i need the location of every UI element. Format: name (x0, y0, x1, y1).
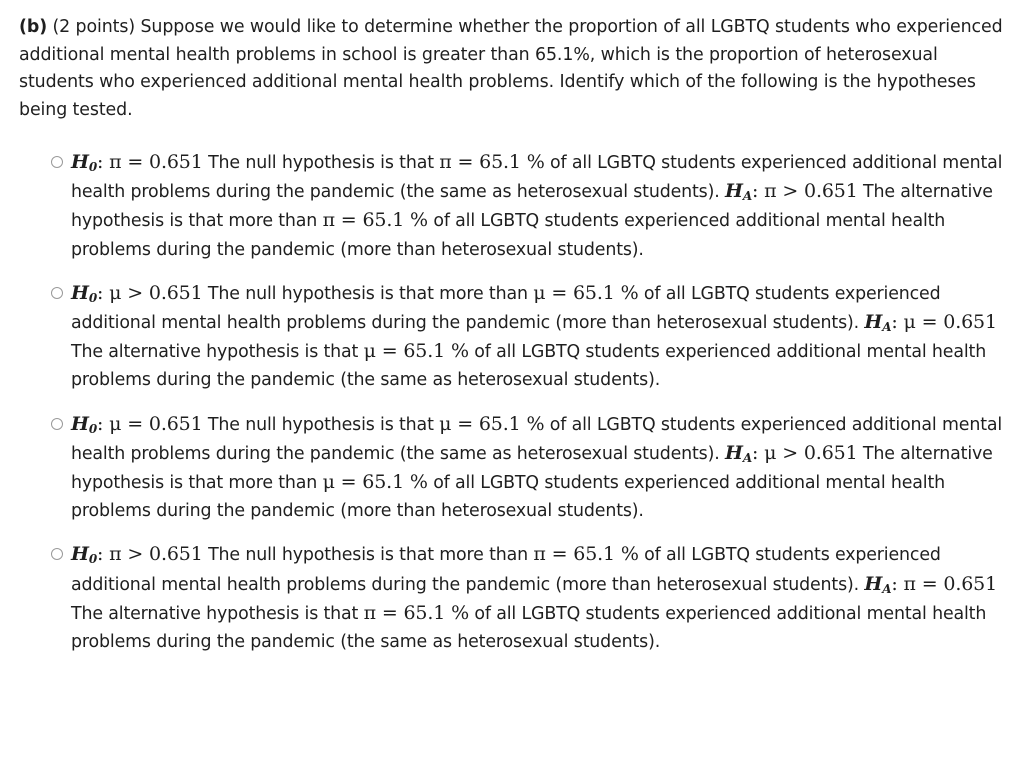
alternative-hypothesis-text-end: of all LGBTQ students experienced additional mental health problems during the pandemic (more than heterosexual students). (71, 211, 946, 260)
question-text: (2 points) Suppose we would like to determine whether the proportion of all LGBTQ students who experienced additional mental health problems in school is greater than 65.1%, which is the proportion of heterosexual students who experienced additional mental health problems. Identify which of the following is the hypotheses being tested. (19, 17, 1003, 120)
null-hypothesis-text-end: of all LGBTQ students experienced additional mental health problems during the pandemic (the same as heterosexual students). (71, 153, 1003, 203)
null-hypothesis-text: The null hypothesis is that more than (202, 545, 534, 566)
alternative-hypothesis-text: The alternative hypothesis is that (71, 603, 364, 624)
alternative-hypothesis-formula: $H_A$: π = 0.651 (864, 572, 998, 596)
alternative-hypothesis-value: π = 65.1 % (322, 209, 428, 232)
null-hypothesis-text-end: of all LGBTQ students experienced additional mental health problems during the pandemic (more than heterosexual students). (71, 545, 941, 595)
null-hypothesis-value: μ = 65.1 % (533, 281, 639, 304)
alternative-hypothesis-formula: $H_A$: μ > 0.651 (725, 441, 858, 465)
null-hypothesis-text: The null hypothesis is that (202, 414, 440, 435)
null-hypothesis-text: The null hypothesis is that more than (202, 283, 534, 304)
null-hypothesis-value: μ = 65.1 % (439, 412, 545, 435)
alternative-hypothesis-text: The alternative hypothesis is that more than (71, 443, 993, 494)
answer-option-1[interactable] (51, 148, 1011, 264)
alternative-hypothesis-value: μ = 65.1 % (363, 340, 469, 363)
question-part-label: (b) (19, 17, 48, 37)
answer-option-2[interactable] (51, 279, 1011, 395)
alternative-hypothesis-text-end: of all LGBTQ students experienced additional mental health problems during the pandemic (the same as heterosexual students). (71, 603, 987, 653)
alternative-hypothesis-value: μ = 65.1 % (322, 471, 428, 494)
radio-button-1[interactable] (51, 156, 63, 168)
null-hypothesis-formula: $H_0$: μ = 0.651 (71, 412, 203, 436)
radio-button-3[interactable] (51, 418, 63, 430)
null-hypothesis-formula: $H_0$: π = 0.651 (71, 151, 203, 174)
question-prompt (19, 14, 1009, 124)
null-hypothesis-value: π = 65.1 % (439, 151, 545, 173)
null-hypothesis-formula: $H_0$: μ > 0.651 (71, 281, 203, 305)
null-hypothesis-formula: $H_0$: π > 0.651 (71, 543, 203, 567)
alternative-hypothesis-formula: $H_A$: π > 0.651 (725, 180, 858, 204)
alternative-hypothesis-value: π = 65.1 % (363, 601, 469, 624)
radio-button-4[interactable] (51, 548, 63, 560)
null-hypothesis-value: π = 65.1 % (533, 543, 639, 566)
alternative-hypothesis-text: The alternative hypothesis is that (71, 342, 364, 363)
answer-option-3[interactable] (51, 410, 1011, 526)
answer-options (51, 148, 1011, 671)
alternative-hypothesis-formula: $H_A$: μ = 0.651 (864, 311, 997, 335)
answer-option-4[interactable] (51, 540, 1011, 656)
alternative-hypothesis-text-end: of all LGBTQ students experienced additional mental health problems during the pandemic (more than heterosexual students). (71, 473, 946, 522)
null-hypothesis-text-end: of all LGBTQ students experienced additional mental health problems during the pandemic (the same as heterosexual students). (71, 414, 1003, 464)
null-hypothesis-text: The null hypothesis is that (202, 153, 440, 173)
alternative-hypothesis-text: The alternative hypothesis is that more than (71, 182, 993, 232)
radio-button-2[interactable] (51, 287, 63, 299)
null-hypothesis-text-end: of all LGBTQ students experienced additional mental health problems during the pandemic (more than heterosexual students). (71, 283, 941, 334)
alternative-hypothesis-text-end: of all LGBTQ students experienced additional mental health problems during the pandemic (the same as heterosexual students). (71, 342, 987, 391)
